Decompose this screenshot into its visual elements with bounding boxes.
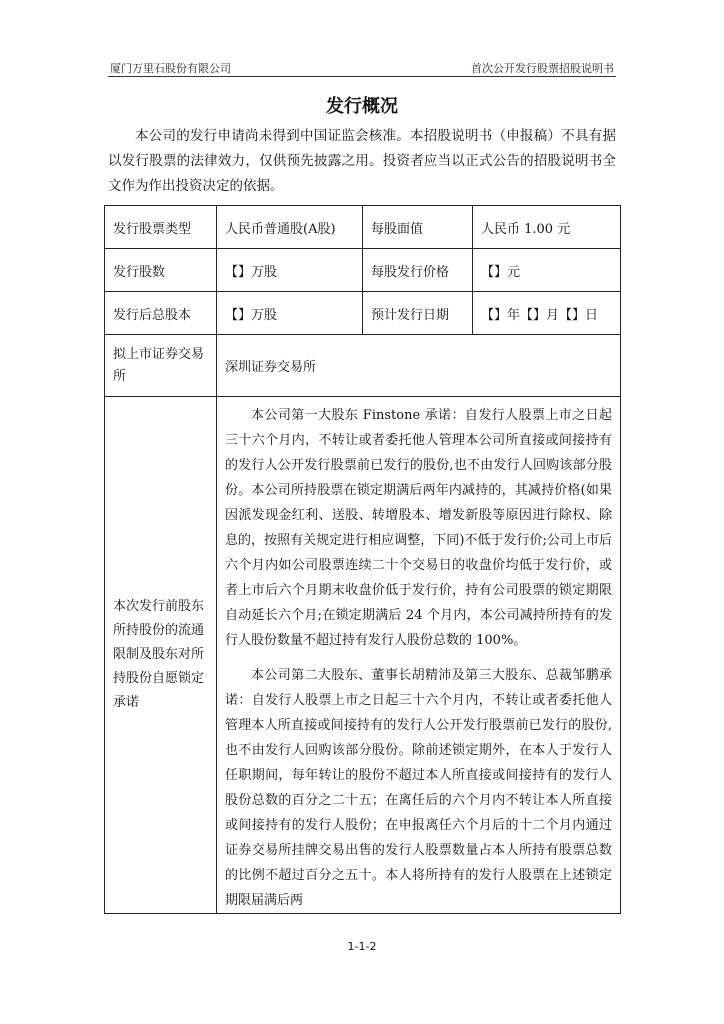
- lockup-paragraph-1: 本公司第一大股东 Finstone 承诺：自发行人股票上市之日起三十六个月内，不转让或者委托他人管理本公司所直接或间接持有的发行人公开发行股票前已发行的股份,也不由发行人回购该部分股份。本公司所持股票在锁定期满后两年内减持的，其减持价格(如果因派发现金红利、送股、转增股本、增发新股等原因进行除权、除息的，按照有关规定进行相应调整，下同)不低于发行价;公司上市后六个月内如公司股票连续二十个交易日的收盘价均低于发行价，或者上市后六个月期末收盘价低于发行价，持有公司股票的锁定期限自动延长六个月;在锁定期满后 24 个月内，本公司减持所持有的发行人股份数量不超过持有发行人股份总数的 100%。: [225, 408, 612, 648]
- offering-table: [104, 205, 621, 914]
- label-par-value: 每股面值: [363, 206, 473, 249]
- table-row: [105, 292, 621, 335]
- value-issue-date: 【】年【】月【】日: [473, 292, 621, 335]
- label-share-count: 发行股数: [105, 249, 217, 292]
- page-title: 发行概况: [326, 96, 398, 117]
- value-exchange: 深圳证券交易所: [217, 335, 621, 397]
- label-stock-type: 发行股票类型: [105, 206, 217, 249]
- page-header: [108, 60, 616, 77]
- page-number: 1-1-2: [347, 940, 377, 953]
- header-company: 厦门万里石股份有限公司: [110, 62, 231, 75]
- table-row: [105, 249, 621, 292]
- table-row: [105, 335, 621, 397]
- value-stock-type: 人民币普通股(A股): [217, 206, 363, 249]
- label-issue-date: 预计发行日期: [363, 292, 473, 335]
- header-document-title: 首次公开发行股票招股说明书: [471, 62, 614, 75]
- value-par-value: 人民币 1.00 元: [473, 206, 621, 249]
- table-row: [105, 397, 621, 914]
- label-exchange: 拟上市证券交易所: [105, 335, 217, 397]
- label-issue-price: 每股发行价格: [363, 249, 473, 292]
- lockup-paragraph-2: 本公司第二大股东、董事长胡精沛及第三大股东、总裁邹鹏承诺：自发行人股票上市之日起三十六个月内，不转让或者委托他人管理本人所直接或间接持有的发行人公开发行股票前已发行的股份,也不由发行人回购该部分股份。除前述锁定期外，在本人于发行人任职期间，每年转让的股份不超过本人所直接或间接持有的发行人股份总数的百分之二十五；在离任后的六个月内不转让本人所直接或间接持有的发行人股份；在申报离任六个月后的十二个月内通过证券交易所挂牌交易出售的发行人股票数量占本人所持有股票总数的比例不超过百分之五十。本人将所持有的发行人股票在上述锁定期限届满后两: [225, 668, 612, 908]
- value-total-shares: 【】万股: [217, 292, 363, 335]
- value-share-count: 【】万股: [217, 249, 363, 292]
- label-lockup-commitment: 本次发行前股东所持股份的流通限制及股东对所持股份自愿锁定承诺: [105, 397, 217, 914]
- table-row: [105, 206, 621, 249]
- lockup-commitment-text: [217, 397, 621, 914]
- value-issue-price: 【】元: [473, 249, 621, 292]
- label-total-shares: 发行后总股本: [105, 292, 217, 335]
- intro-paragraph: 本公司的发行申请尚未得到中国证监会核准。本招股说明书（申报稿）不具有据以发行股票的法律效力，仅供预先披露之用。投资者应当以正式公告的招股说明书全文作为作出投资决定的依据。: [108, 128, 616, 194]
